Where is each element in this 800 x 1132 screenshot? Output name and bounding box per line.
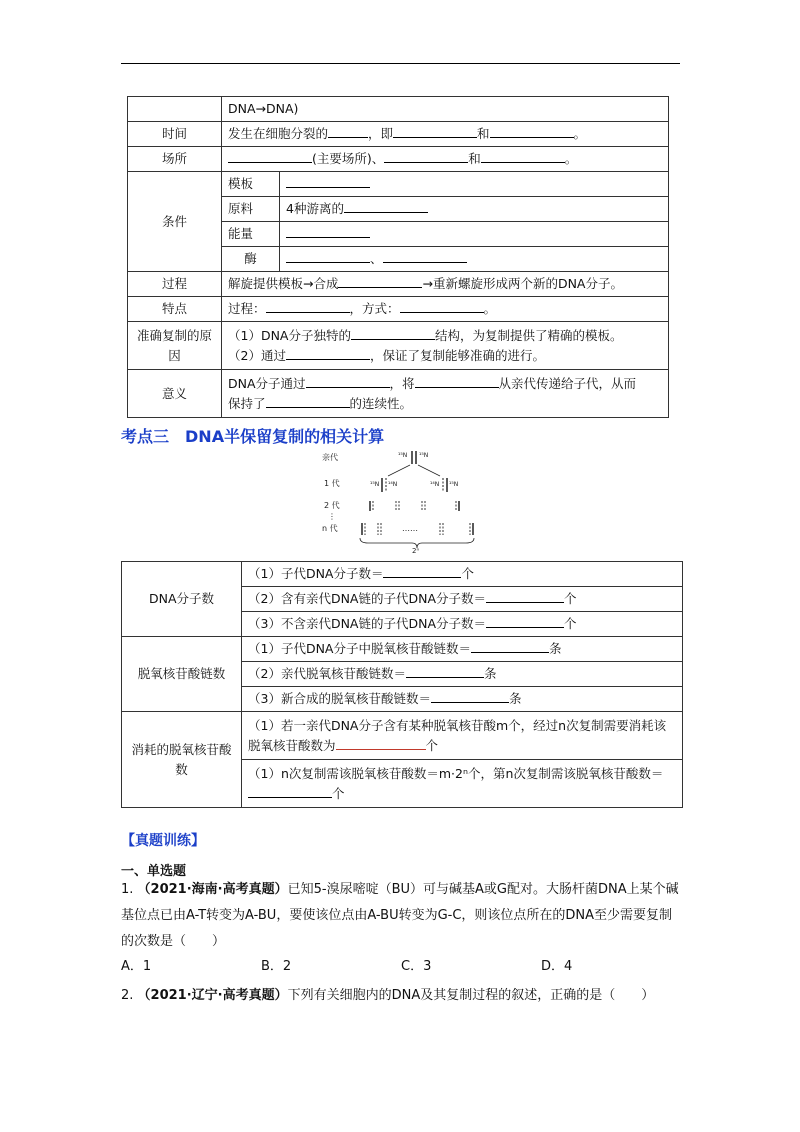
blank-line[interactable] bbox=[338, 274, 422, 288]
cell-text: 个 bbox=[564, 616, 577, 631]
ellipsis: …… bbox=[402, 524, 418, 533]
table-row bbox=[128, 122, 669, 147]
row-label-dna-count: DNA分子数 bbox=[122, 562, 242, 637]
cell-text: ，保证了复制能够准确的进行。 bbox=[369, 347, 545, 363]
option-b[interactable]: B．2 bbox=[261, 959, 292, 974]
table-cell bbox=[242, 587, 683, 612]
row-label: n 代 bbox=[322, 524, 338, 533]
table-cell bbox=[242, 637, 683, 662]
strand-label: ¹⁵N bbox=[398, 452, 408, 459]
blank-line[interactable] bbox=[351, 326, 435, 340]
blank-line[interactable] bbox=[286, 174, 370, 188]
table-cell bbox=[280, 247, 669, 272]
cell-text: →重新螺旋形成两个新的DNA分子。 bbox=[422, 276, 623, 291]
row-label-time: 时间 bbox=[128, 122, 222, 147]
cell-text: （2）通过 bbox=[228, 347, 286, 363]
option-d[interactable]: D．4 bbox=[541, 959, 573, 974]
question-text: 已知5-溴尿嘧啶（BU）可与碱基A或G配对。大肠杆菌DNA上某个碱基位点已由A-T转变为A-BU，要使该位点由A-BU转变为G-C，则该位点所在的DNA至少需要复制的次数是（ ） bbox=[121, 882, 679, 949]
blank-line[interactable] bbox=[266, 394, 350, 408]
row-label-consumed: 消耗的脱氧核苷酸数 bbox=[122, 712, 242, 808]
row-label: 亲代 bbox=[322, 453, 338, 462]
cell-text: （1）子代DNA分子数＝ bbox=[248, 566, 384, 581]
strand-label: ¹⁴N bbox=[388, 481, 398, 488]
blank-line[interactable] bbox=[286, 249, 370, 263]
cell-text: 和 bbox=[477, 126, 490, 141]
blank-line[interactable] bbox=[336, 736, 426, 750]
strand-label: ¹⁵N bbox=[370, 481, 380, 488]
cell-text: （1）子代DNA分子中脱氧核苷酸链数＝ bbox=[248, 641, 471, 656]
question-source: （2021·辽宁·高考真题） bbox=[137, 988, 288, 1003]
blank-line[interactable] bbox=[431, 689, 509, 703]
table-cell bbox=[242, 562, 683, 587]
table-cell bbox=[222, 122, 669, 147]
option-c[interactable]: C．3 bbox=[401, 959, 432, 974]
cell-text: （1）DNA分子独特的 bbox=[228, 327, 351, 343]
blank-line[interactable] bbox=[344, 199, 428, 213]
cell-text: （2）含有亲代DNA链的子代DNA分子数＝ bbox=[248, 591, 487, 606]
cell-text: （1）n次复制需该脱氧核苷酸数＝m·2ⁿ个，第n次复制需该脱氧核苷酸数＝ bbox=[248, 765, 664, 781]
question-source: （2021·海南·高考真题） bbox=[137, 882, 288, 897]
question-number: 2. bbox=[121, 988, 134, 1003]
cell-text: 4种游离的 bbox=[286, 201, 344, 216]
cell-text: 过程： bbox=[228, 301, 266, 316]
table-cell bbox=[242, 760, 683, 808]
table-cell bbox=[280, 172, 669, 197]
row-label: ⋮ bbox=[328, 512, 336, 521]
row-label-meaning: 意义 bbox=[128, 370, 222, 418]
table-cell bbox=[222, 322, 669, 370]
section-heading bbox=[121, 424, 400, 447]
heading-title: DNA半保留复制的相关计算 bbox=[185, 427, 385, 446]
table-row bbox=[122, 637, 683, 662]
table-row bbox=[128, 370, 669, 418]
calculation-table bbox=[121, 561, 683, 808]
cell-text: DNA→DNA) bbox=[228, 101, 299, 116]
blank-line[interactable] bbox=[228, 149, 312, 163]
header-rule bbox=[121, 63, 680, 64]
gen2-strands bbox=[370, 501, 459, 511]
row-label-strand-count: 脱氧核苷酸链数 bbox=[122, 637, 242, 712]
table-cell bbox=[242, 662, 683, 687]
table-row bbox=[128, 297, 669, 322]
replication-diagram bbox=[318, 448, 488, 553]
table-cell bbox=[222, 97, 669, 122]
table-cell bbox=[222, 272, 669, 297]
cell-text: 保持了 bbox=[228, 395, 266, 411]
cell-text: ，方式： bbox=[349, 301, 400, 316]
cell-text: （2）亲代脱氧核苷酸链数＝ bbox=[248, 666, 406, 681]
arrow bbox=[418, 465, 440, 476]
section-title: 【真题训练】 bbox=[121, 833, 205, 849]
question-number: 1. bbox=[121, 882, 134, 897]
heading-prefix: 考点三 bbox=[121, 427, 170, 446]
table-cell bbox=[242, 687, 683, 712]
row-label-conditions: 条件 bbox=[128, 172, 222, 272]
table-row bbox=[128, 97, 669, 122]
blank-line[interactable] bbox=[328, 124, 368, 138]
table-row bbox=[128, 147, 669, 172]
cell-text: DNA分子通过 bbox=[228, 375, 306, 391]
table-cell bbox=[222, 147, 669, 172]
cell-text: （3）新合成的脱氧核苷酸链数＝ bbox=[248, 691, 431, 706]
cell-text: 。 bbox=[564, 151, 578, 166]
table-cell bbox=[222, 297, 669, 322]
section-subtitle: 一、单选题 bbox=[121, 864, 187, 879]
blank-line[interactable] bbox=[306, 374, 390, 388]
blank-line[interactable] bbox=[486, 614, 564, 628]
row-label: 1 代 bbox=[324, 479, 340, 488]
cond-energy-label: 能量 bbox=[222, 222, 280, 247]
cond-enzyme-label: 酶 bbox=[222, 247, 280, 272]
table-row bbox=[128, 322, 669, 370]
table-cell bbox=[128, 97, 222, 122]
blank-line[interactable] bbox=[383, 249, 467, 263]
blank-line[interactable] bbox=[384, 149, 468, 163]
blank-line[interactable] bbox=[406, 664, 484, 678]
blank-line[interactable] bbox=[286, 224, 370, 238]
blank-line[interactable] bbox=[471, 639, 549, 653]
dna-replication-table bbox=[127, 96, 669, 418]
question-2 bbox=[121, 983, 681, 1009]
cell-text: (主要场所)、 bbox=[312, 151, 385, 166]
question-1-options bbox=[121, 955, 681, 974]
cell-text: 个 bbox=[332, 785, 345, 801]
table-cell bbox=[222, 370, 669, 418]
blank-line[interactable] bbox=[486, 589, 564, 603]
strand-label: ¹⁵N bbox=[449, 481, 459, 488]
cell-text: ，即 bbox=[368, 126, 394, 141]
table-row bbox=[128, 272, 669, 297]
blank-line[interactable] bbox=[286, 346, 370, 360]
cell-text: 。 bbox=[573, 126, 587, 141]
question-1 bbox=[121, 877, 681, 955]
row-label: 2 代 bbox=[324, 501, 340, 510]
blank-line[interactable] bbox=[400, 299, 484, 313]
cell-text: 和 bbox=[468, 151, 481, 166]
row-label-place: 场所 bbox=[128, 147, 222, 172]
question-text: 下列有关细胞内的DNA及其复制过程的叙述，正确的是（ ） bbox=[287, 988, 655, 1003]
cell-text: 。 bbox=[483, 301, 497, 316]
strand-label: ¹⁵N bbox=[419, 452, 429, 459]
cell-text: 个 bbox=[461, 566, 474, 581]
cell-text: 发生在细胞分裂的 bbox=[228, 126, 329, 141]
table-cell bbox=[280, 197, 669, 222]
blank-line[interactable] bbox=[383, 564, 461, 578]
blank-line[interactable] bbox=[415, 374, 499, 388]
table-cell bbox=[242, 612, 683, 637]
cell-text: 从亲代传递给子代，从而 bbox=[498, 375, 637, 391]
arrow bbox=[388, 465, 410, 476]
blank-line[interactable] bbox=[393, 124, 477, 138]
blank-line[interactable] bbox=[266, 299, 350, 313]
cell-text: 条 bbox=[508, 691, 522, 706]
cell-text: （1）若一亲代DNA分子含有某种脱氧核苷酸m个，经过n次复制需要消耗该脱氧核苷酸数为 bbox=[248, 717, 667, 753]
cell-text: ，将 bbox=[389, 375, 415, 391]
cell-text: 结构，为复制提供了精确的模板。 bbox=[434, 327, 623, 343]
table-cell bbox=[242, 712, 683, 760]
table-cell bbox=[280, 222, 669, 247]
cell-text: 解旋提供模板→合成 bbox=[228, 276, 339, 291]
cond-template-label: 模板 bbox=[222, 172, 280, 197]
cell-text: 条 bbox=[483, 666, 497, 681]
blank-line[interactable] bbox=[490, 124, 574, 138]
brace-label: 2ⁿ bbox=[412, 547, 420, 553]
table-row bbox=[128, 172, 669, 197]
table-row bbox=[122, 562, 683, 587]
row-label-process: 过程 bbox=[128, 272, 222, 297]
row-label-reason: 准确复制的原因 bbox=[128, 322, 222, 370]
cell-text: 条 bbox=[548, 641, 562, 656]
blank-line[interactable] bbox=[481, 149, 565, 163]
cell-text: 个 bbox=[564, 591, 577, 606]
cell-text: （3）不含亲代DNA链的子代DNA分子数＝ bbox=[248, 616, 487, 631]
cell-text: 的连续性。 bbox=[349, 395, 413, 411]
cell-text: 个 bbox=[425, 737, 439, 753]
strand-label: ¹⁴N bbox=[430, 481, 440, 488]
row-label-feature: 特点 bbox=[128, 297, 222, 322]
cond-material-label: 原料 bbox=[222, 197, 280, 222]
table-row bbox=[122, 712, 683, 760]
cell-text: 、 bbox=[370, 251, 383, 266]
blank-line[interactable] bbox=[248, 784, 332, 798]
option-a[interactable]: A．1 bbox=[121, 959, 152, 974]
